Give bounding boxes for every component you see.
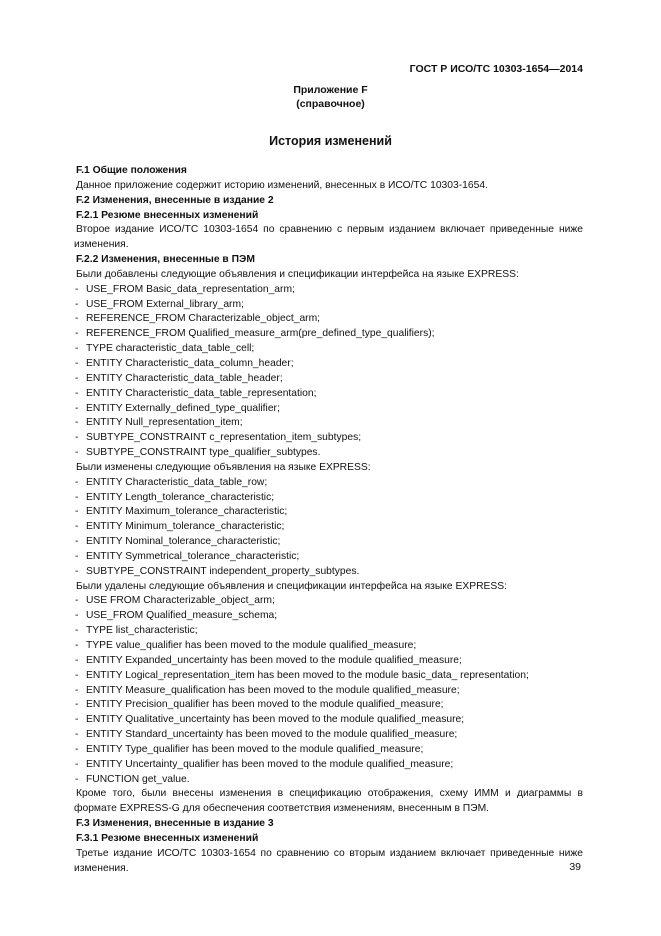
dash-bullet: - [75,328,79,340]
section-f22-heading: F.2.2 Изменения, внесенные в ПЭМ [76,254,255,266]
dash-bullet: - [75,684,79,696]
list-item [75,372,583,387]
dash-bullet: - [75,357,79,369]
list-item-text: ENTITY Symmetrical_tolerance_characteristic; [86,550,300,562]
dash-bullet: - [75,729,79,741]
list-item-text: ENTITY Maximum_tolerance_characteristic; [86,506,288,518]
section-f1-heading: F.1 Общие положения [76,165,187,176]
list-item [75,609,583,624]
dash-bullet: - [75,714,79,726]
added-list [75,283,583,461]
list-item-text: ENTITY Null_representation_item; [86,417,243,429]
list-item [75,402,583,417]
section-f1-text: Данное приложение содержит историю изменений, внесенных в ИСО/ТС 10303-1654. [76,179,488,191]
list-item [75,565,583,580]
dash-bullet: - [75,773,79,785]
dash-bullet: - [75,343,79,355]
added-intro: Были добавлены следующие объявления и спецификации интерфейса на языке EXPRESS: [76,268,519,280]
section-f3-heading: F.3 Изменения, внесенные в издание 3 [76,818,274,830]
list-item [75,298,583,313]
list-item-text: USE_FROM External_library_arm; [86,298,244,310]
dash-bullet: - [75,654,79,666]
list-item [75,639,583,654]
list-item-text: ENTITY Minimum_tolerance_characteristic; [86,521,285,533]
list-item [75,476,583,491]
annex-heading [0,83,661,111]
changed-list [75,476,583,580]
list-item [75,491,583,506]
dash-bullet: - [75,387,79,399]
page-number: 39 [569,861,581,873]
section-f21-heading: F.2.1 Резюме внесенных изменений [76,209,259,221]
list-item [75,387,583,402]
section-f21-text: Второе издание ИСО/ТС 10303-1654 по сравнению с первым изданием включает приведенные ниже изменения. [74,224,583,251]
list-item-text: ENTITY Type_qualifier has been moved to the module qualified_measure; [86,743,424,755]
list-item [75,743,583,758]
list-item-text: USE FROM Characterizable_object_arm; [86,595,275,607]
list-item-text: ENTITY Uncertainty_qualifier has been moved to the module qualified_measure; [86,758,454,770]
dash-bullet: - [75,743,79,755]
changed-intro: Были изменены следующие объявления на языке EXPRESS: [76,461,371,473]
list-item-text: ENTITY Characteristic_data_table_representation; [86,387,317,399]
list-item-text: USE_FROM Qualified_measure_schema; [86,610,278,622]
list-item-text: ENTITY Precision_qualifier has been moved to the module qualified_measure; [86,699,444,711]
dash-bullet: - [75,372,79,384]
list-item-text: SUBTYPE_CONSTRAINT type_qualifier_subtypes. [86,447,321,459]
section-f31-text: Третье издание ИСО/ТС 10303-1654 по сравнению со вторым изданием включает приведенные ниже изменения. [74,847,583,874]
dash-bullet: - [75,758,79,770]
annex-type: (справочное) [296,98,365,110]
list-item-text: SUBTYPE_CONSTRAINT c_representation_item_subtypes; [86,432,362,444]
list-item-text: ENTITY Characteristic_data_table_row; [86,476,268,488]
list-item [75,758,583,773]
list-item-text: ENTITY Characteristic_data_table_header; [86,372,283,384]
list-item [75,505,583,520]
dash-bullet: - [75,506,79,518]
section-f31-heading: F.3.1 Резюме внесенных изменений [76,832,259,844]
list-item [75,654,583,669]
list-item-text: ENTITY Nominal_tolerance_characteristic; [86,536,281,548]
dash-bullet: - [75,610,79,622]
section-f2-heading: F.2 Изменения, внесенные в издание 2 [76,194,274,206]
dash-bullet: - [75,313,79,325]
list-item [75,728,583,743]
dash-bullet: - [75,283,79,295]
list-item [75,713,583,728]
dash-bullet: - [75,491,79,503]
dash-bullet: - [75,521,79,533]
dash-bullet: - [75,640,79,651]
mapping-text: Кроме того, были внесены изменения в спецификацию отображения, схему ИММ и диаграммы в формате EXPRESS-G для обеспечения соответствия изменениям, внесенным в ПЭМ. [74,788,583,815]
list-item-text: ENTITY Measure_qualification has been moved to the module qualified_measure; [86,684,460,696]
list-item-text: TYPE list_characteristic; [86,625,198,637]
dash-bullet: - [75,536,79,548]
list-item-text: USE_FROM Basic_data_representation_arm; [86,283,295,295]
list-item [75,698,583,713]
dash-bullet: - [75,432,79,444]
list-item [75,684,583,699]
dash-bullet: - [75,550,79,562]
list-item [75,312,583,327]
list-item-text: REFERENCE_FROM Qualified_measure_arm(pre_defined_type_qualifiers); [86,328,435,340]
annex-label: Приложение F [293,84,368,96]
list-item-text: ENTITY Expanded_uncertainty has been moved to the module qualified_measure; [86,654,462,666]
dash-bullet: - [75,699,79,711]
dash-bullet: - [75,669,79,681]
list-item-text: TYPE characteristic_data_table_cell; [86,343,255,355]
list-item [75,669,583,684]
list-item [75,535,583,550]
list-item-text: FUNCTION get_value. [86,773,190,785]
removed-list [75,594,583,787]
list-item [75,431,583,446]
page-title: История изменений [269,134,392,148]
document-code-header: ГОСТ Р ИСО/ТС 10303-1654—2014 [409,63,583,75]
list-item [75,520,583,535]
dash-bullet: - [75,447,79,459]
document-body [75,164,583,877]
list-item [75,357,583,372]
removed-intro: Были удалены следующие объявления и спецификации интерфейса на языке EXPRESS: [76,580,508,592]
list-item [75,342,583,357]
list-item-text: ENTITY Externally_defined_type_qualifier; [86,402,280,414]
list-item [75,550,583,565]
list-item-text: ENTITY Logical_representation_item has been moved to the module basic_data_ representation; [86,669,529,681]
list-item-text: ENTITY Standard_uncertainty has been moved to the module qualified_measure; [86,729,458,741]
dash-bullet: - [75,476,79,488]
dash-bullet: - [75,298,79,310]
list-item [75,446,583,461]
dash-bullet: - [75,625,79,637]
dash-bullet: - [75,402,79,414]
list-item-text: REFERENCE_FROM Characterizable_object_arm; [86,313,321,325]
dash-bullet: - [75,417,79,429]
list-item-text: ENTITY Length_tolerance_characteristic; [86,491,275,503]
list-item [75,416,583,431]
list-item [75,624,583,639]
dash-bullet: - [75,595,79,607]
list-item-text: ENTITY Characteristic_data_column_header; [86,357,294,369]
dash-bullet: - [75,565,79,577]
list-item-text: TYPE value_qualifier has been moved to the module qualified_measure; [86,640,417,651]
list-item [75,594,583,609]
list-item [75,327,583,342]
list-item [75,283,583,298]
list-item-text: SUBTYPE_CONSTRAINT independent_property_subtypes. [86,565,360,577]
list-item [75,773,583,788]
list-item-text: ENTITY Qualitative_uncertainty has been moved to the module qualified_measure; [86,714,465,726]
